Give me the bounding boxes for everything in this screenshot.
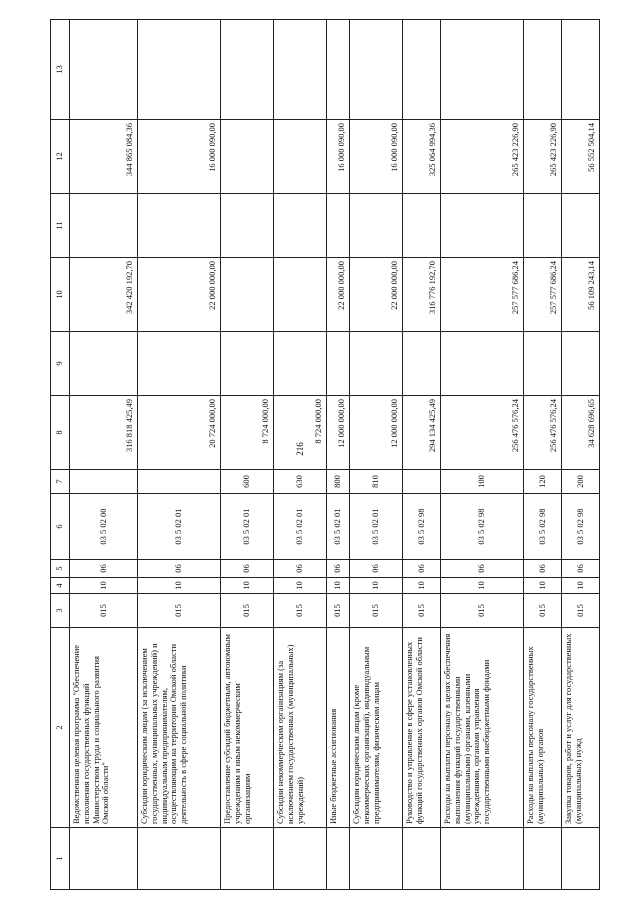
amount-col12: 16 000 090,00 <box>138 120 221 194</box>
row-filler <box>350 828 403 890</box>
amount-col8: 8 724 000,00 <box>221 396 274 470</box>
row-description: Иные бюджетные ассигнования <box>327 628 350 828</box>
target-article-code: 03 5 02 01 <box>221 494 274 560</box>
expense-type-code: 200 <box>562 470 600 494</box>
column-header: 6 <box>51 494 70 560</box>
target-article-code: 03 5 02 98 <box>524 494 562 560</box>
gr-code: 015 <box>221 594 274 628</box>
section-code: 10 <box>440 578 523 594</box>
row-description: Предоставление субсидий бюджетным, автономным учреждениям и иным некоммерческим организациям <box>221 628 274 828</box>
amount-col9 <box>70 332 138 396</box>
amount-col8: 256 476 576,24 <box>440 396 523 470</box>
page-number: 216 <box>295 442 305 456</box>
row-filler <box>70 828 138 890</box>
budget-table <box>50 19 600 890</box>
expense-type-code: 810 <box>350 470 403 494</box>
amount-col12: 56 552 504,14 <box>562 120 600 194</box>
target-article-code: 03 5 02 01 <box>274 494 327 560</box>
amount-col13 <box>327 20 350 120</box>
amount-col12: 265 423 226,90 <box>440 120 523 194</box>
target-article-code: 03 5 02 01 <box>350 494 403 560</box>
amount-col13 <box>70 20 138 120</box>
target-article-code: 03 5 02 98 <box>403 494 441 560</box>
subsection-code: 06 <box>562 560 600 578</box>
subsection-code: 06 <box>70 560 138 578</box>
subsection-code: 06 <box>524 560 562 578</box>
target-article-code: 03 5 02 98 <box>440 494 523 560</box>
target-article-code: 03 5 02 98 <box>562 494 600 560</box>
target-article-code: 03 5 02 01 <box>327 494 350 560</box>
amount-col9 <box>327 332 350 396</box>
table-row <box>440 20 523 890</box>
amount-col10: 257 577 686,24 <box>440 258 523 332</box>
column-number-row <box>51 20 70 890</box>
amount-col9 <box>562 332 600 396</box>
table-row <box>524 20 562 890</box>
amount-col12 <box>274 120 327 194</box>
table-row <box>350 20 403 890</box>
column-header: 1 <box>51 828 70 890</box>
column-header: 9 <box>51 332 70 396</box>
amount-col9 <box>524 332 562 396</box>
amount-col11 <box>138 194 221 258</box>
amount-col13 <box>440 20 523 120</box>
amount-col8: 12 000 000,00 <box>327 396 350 470</box>
amount-col9 <box>350 332 403 396</box>
gr-code: 015 <box>70 594 138 628</box>
section-code: 10 <box>350 578 403 594</box>
gr-code: 015 <box>524 594 562 628</box>
row-filler <box>274 828 327 890</box>
amount-col8: 12 000 000,00 <box>350 396 403 470</box>
amount-col9 <box>138 332 221 396</box>
amount-col8: 20 724 000,00 <box>138 396 221 470</box>
amount-col12: 325 064 994,36 <box>403 120 441 194</box>
row-description: Закупка товаров, работ и услуг для государственных (муниципальных) нужд <box>562 628 600 828</box>
amount-col8: 294 134 425,49 <box>403 396 441 470</box>
amount-col11 <box>440 194 523 258</box>
row-filler <box>138 828 221 890</box>
table-row <box>70 20 138 890</box>
subsection-code: 06 <box>138 560 221 578</box>
amount-col12: 16 000 090,00 <box>327 120 350 194</box>
amount-col8: 256 476 576,24 <box>524 396 562 470</box>
amount-col9 <box>274 332 327 396</box>
subsection-code: 06 <box>327 560 350 578</box>
amount-col10 <box>274 258 327 332</box>
row-description: Руководство и управление в сфере установленных функций государственных органов Омской области <box>403 628 441 828</box>
expense-type-code: 120 <box>524 470 562 494</box>
row-filler <box>524 828 562 890</box>
section-code: 10 <box>274 578 327 594</box>
amount-col9 <box>440 332 523 396</box>
subsection-code: 06 <box>350 560 403 578</box>
subsection-code: 06 <box>403 560 441 578</box>
amount-col11 <box>327 194 350 258</box>
row-description: Субсидии юридическим лицам (за исключением государственных, муниципальных учреждений) и индивидуальным предпринимателям, осуществляющим на территории Омской области деятельность в сфере социальной политики <box>138 628 221 828</box>
row-description: Субсидии юридическим лицам (кроме некоммерческих организаций), индивидуальным предпринимателям, физическим лицам <box>350 628 403 828</box>
amount-col10: 22 000 000,00 <box>138 258 221 332</box>
amount-col12: 16 000 090,00 <box>350 120 403 194</box>
section-code: 10 <box>70 578 138 594</box>
amount-col12: 344 865 084,36 <box>70 120 138 194</box>
gr-code: 015 <box>440 594 523 628</box>
column-header: 3 <box>51 594 70 628</box>
column-header: 8 <box>51 396 70 470</box>
expense-type-code: 800 <box>327 470 350 494</box>
amount-col13 <box>524 20 562 120</box>
section-code: 10 <box>562 578 600 594</box>
column-header: 11 <box>51 194 70 258</box>
subsection-code: 06 <box>221 560 274 578</box>
section-code: 10 <box>524 578 562 594</box>
expense-type-code: 100 <box>440 470 523 494</box>
amount-col10: 257 577 686,24 <box>524 258 562 332</box>
amount-col10 <box>221 258 274 332</box>
amount-col13 <box>221 20 274 120</box>
amount-col9 <box>221 332 274 396</box>
amount-col11 <box>221 194 274 258</box>
table-row <box>403 20 441 890</box>
amount-col10: 342 420 192,70 <box>70 258 138 332</box>
amount-col12: 265 423 226,90 <box>524 120 562 194</box>
column-header: 10 <box>51 258 70 332</box>
column-header: 5 <box>51 560 70 578</box>
subsection-code: 06 <box>274 560 327 578</box>
subsection-code: 06 <box>440 560 523 578</box>
amount-col11 <box>562 194 600 258</box>
amount-col10: 316 776 192,70 <box>403 258 441 332</box>
expense-type-code <box>138 470 221 494</box>
row-filler <box>562 828 600 890</box>
table-row <box>138 20 221 890</box>
table-row <box>274 20 327 890</box>
target-article-code: 03 5 02 00 <box>70 494 138 560</box>
section-code: 10 <box>327 578 350 594</box>
row-description: Расходы на выплаты персоналу в целях обеспечения выполнения функций государственными (муниципальными) органами, казенными учреждениями, органами управления государственными внебюджетными фондами <box>440 628 523 828</box>
row-filler <box>440 828 523 890</box>
section-code: 10 <box>138 578 221 594</box>
table-row <box>327 20 350 890</box>
target-article-code: 03 5 02 01 <box>138 494 221 560</box>
gr-code: 015 <box>350 594 403 628</box>
expense-type-code: 600 <box>221 470 274 494</box>
amount-col12 <box>221 120 274 194</box>
expense-type-code: 630 <box>274 470 327 494</box>
budget-table-container <box>50 40 600 890</box>
amount-col10: 22 000 000,00 <box>327 258 350 332</box>
row-filler <box>327 828 350 890</box>
amount-col8: 316 818 425,49 <box>70 396 138 470</box>
gr-code: 015 <box>562 594 600 628</box>
row-description: Ведомственная целевая программа "Обеспечение исполнения государственных функций Министерством труда и социального развития Омской области" <box>70 628 138 828</box>
column-header: 13 <box>51 20 70 120</box>
amount-col11 <box>274 194 327 258</box>
table-row <box>221 20 274 890</box>
amount-col8: 34 628 696,65 <box>562 396 600 470</box>
row-filler <box>403 828 441 890</box>
column-header: 4 <box>51 578 70 594</box>
gr-code: 015 <box>274 594 327 628</box>
gr-code: 015 <box>403 594 441 628</box>
column-header: 7 <box>51 470 70 494</box>
gr-code: 015 <box>327 594 350 628</box>
row-filler <box>221 828 274 890</box>
amount-col13 <box>274 20 327 120</box>
amount-col8: 8 724 000,00 <box>274 396 327 470</box>
gr-code: 015 <box>138 594 221 628</box>
section-code: 10 <box>221 578 274 594</box>
amount-col9 <box>403 332 441 396</box>
row-description: Субсидии некоммерческим организациям (за исключением государственных (муниципальных) учреждений) <box>274 628 327 828</box>
amount-col10: 22 000 000,00 <box>350 258 403 332</box>
amount-col13 <box>350 20 403 120</box>
amount-col13 <box>138 20 221 120</box>
column-header: 2 <box>51 628 70 828</box>
table-row <box>562 20 600 890</box>
expense-type-code <box>403 470 441 494</box>
amount-col10: 56 109 243,14 <box>562 258 600 332</box>
amount-col13 <box>562 20 600 120</box>
row-description: Расходы на выплаты персоналу государственных (муниципальных) органов <box>524 628 562 828</box>
amount-col11 <box>70 194 138 258</box>
section-code: 10 <box>403 578 441 594</box>
amount-col11 <box>524 194 562 258</box>
amount-col11 <box>350 194 403 258</box>
expense-type-code <box>70 470 138 494</box>
amount-col11 <box>403 194 441 258</box>
amount-col13 <box>403 20 441 120</box>
column-header: 12 <box>51 120 70 194</box>
